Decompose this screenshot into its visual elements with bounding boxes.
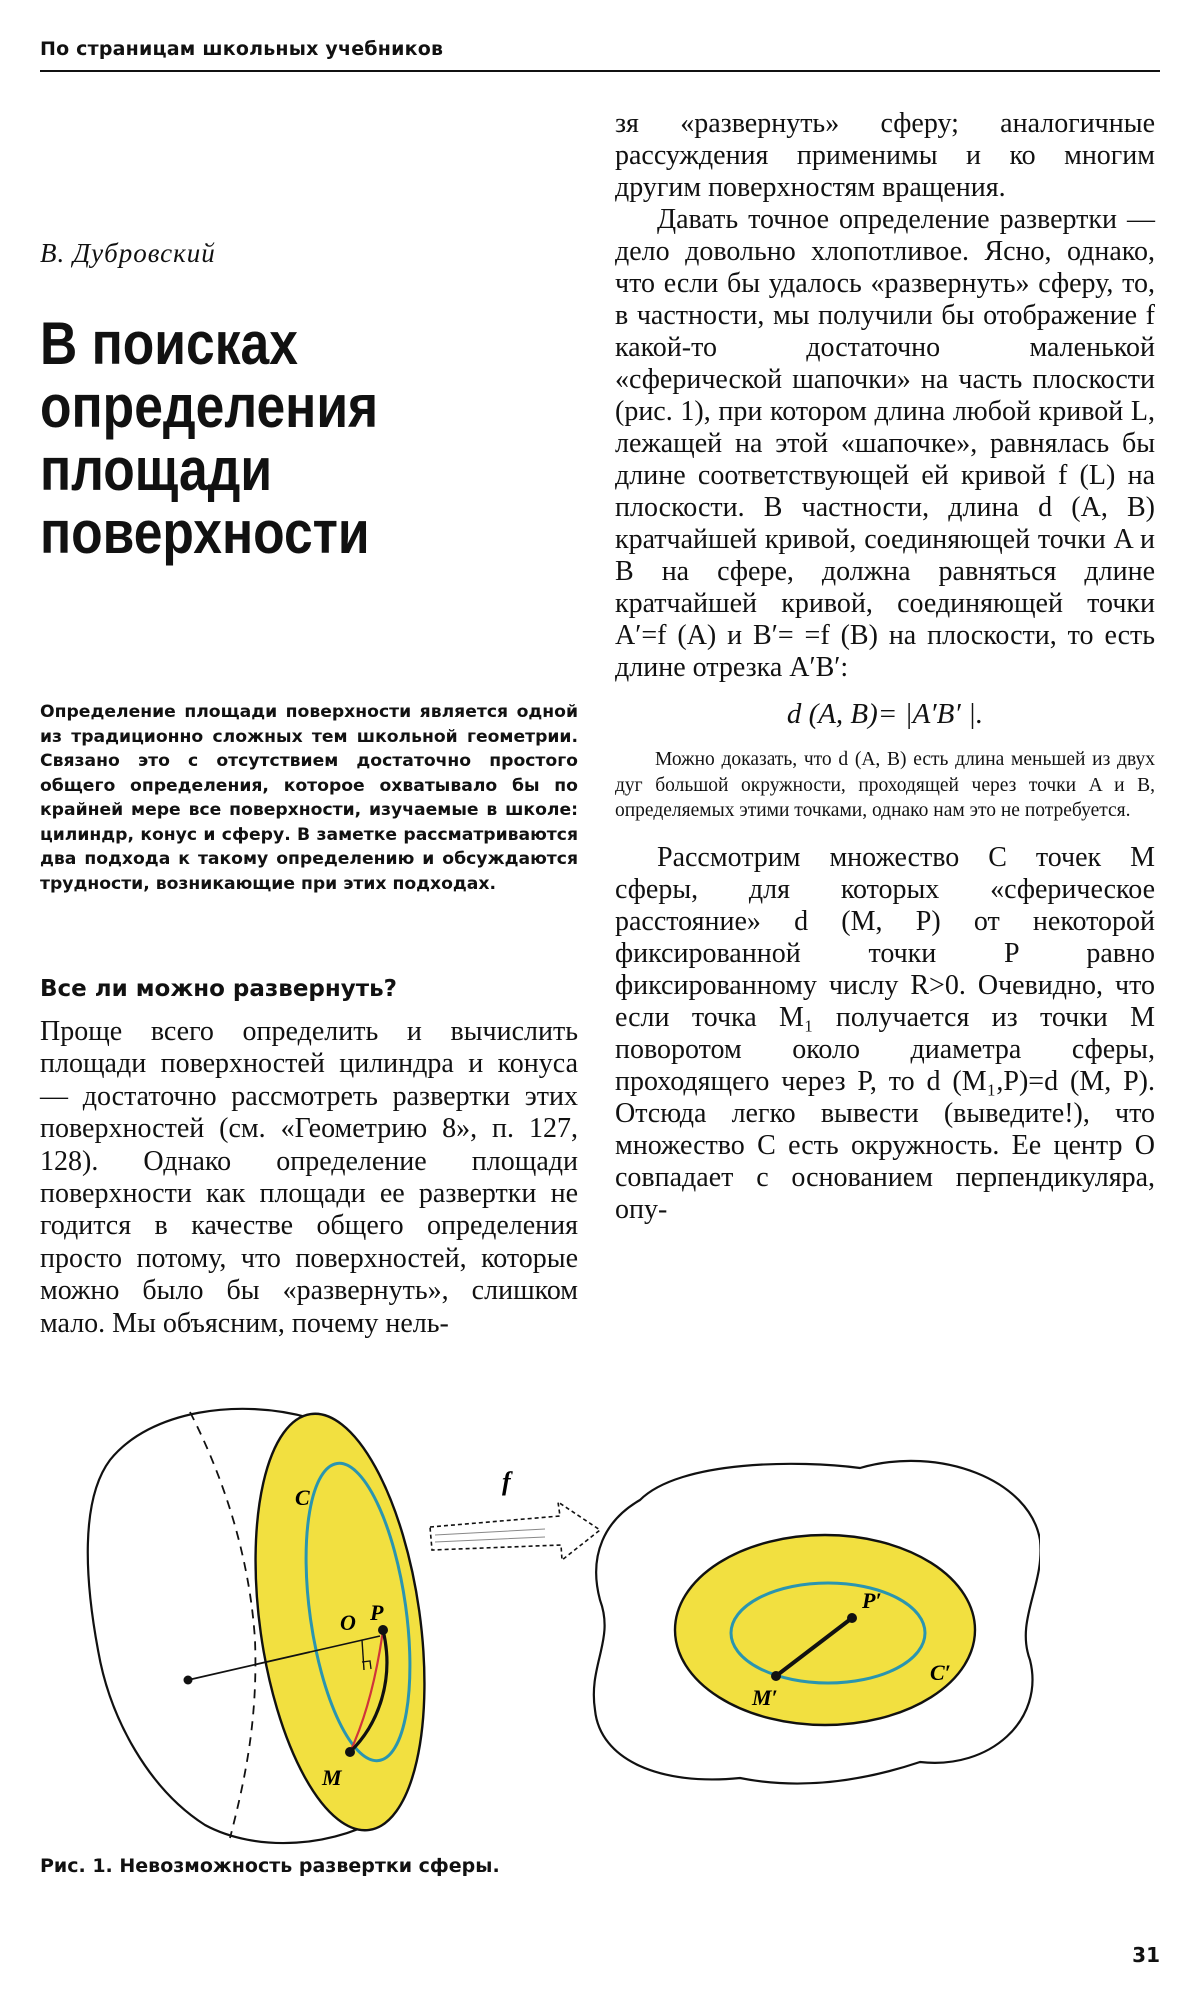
point-p-prime — [847, 1613, 857, 1623]
label-m: M — [322, 1765, 342, 1790]
page-number: 31 — [1132, 1943, 1160, 1967]
lead-paragraph: Определение площади поверхности является одной из традиционно сложных тем школьной геометрии. Связано это с отсутствием достаточно простого общего определения, которое охватывало бы по крайней мере все поверхности, изучаемые в школе: цилиндр, конус и сферу. В заметке рассматриваются два подхода к такому определению и обсуждаются трудности, возникающие при этих подходах. — [40, 702, 578, 894]
plane-cap-image — [675, 1535, 975, 1725]
label-f: f — [502, 1467, 511, 1496]
header-rule — [40, 70, 1160, 72]
point-p — [378, 1625, 388, 1635]
article-title — [40, 312, 487, 564]
label-c: C — [295, 1485, 310, 1510]
author-name: В. Дубровский — [40, 238, 216, 268]
right-column — [615, 108, 1155, 1226]
title-line: определения — [40, 373, 379, 440]
label-p-prime: P′ — [862, 1588, 882, 1613]
label-o: O — [340, 1610, 356, 1635]
body-paragraph: Давать точное определение развертки — дело довольно хлопотливое. Ясно, однако, что если бы удалось «развернуть» сферу, то, в частности, мы получили бы отображение f какой-то достаточно маленькой «сферической шапочки» на часть плоскости (рис. 1), при котором длина любой кривой L, лежащей на этой «шапочке», равнялась бы длине соответствующей ей кривой f (L) на плоскости. В частности, длина d (A, B) кратчайшей кривой, соединяющей точки A и B на сфере, должна равняться длине кратчайшей кривой, соединяющей точки A′=f (A) и B′= =f (B) на плоскости, то есть длине отрезка A′B′: — [615, 204, 1155, 683]
title-line: поверхности — [40, 499, 370, 566]
label-m-prime: M′ — [752, 1685, 778, 1710]
figure-1 — [40, 1390, 1040, 1860]
label-c-prime: C′ — [930, 1660, 951, 1685]
body-paragraph: Рассмотрим множество C точек M сферы, для которых «сферическое расстояние» d (M, P) от некоторой фиксированной точки P равно фиксированному числу R>0. Очевидно, что если точка M₁ получается из точки M поворотом около диаметра сферы, проходящего через P, то d (M₁,P)=d (M, P). Отсюда легко вывести (выведите!), что множество C есть окружность. Ее центр O совпадает с основанием перпендикуляра, опу- — [615, 841, 1155, 1225]
label-p: P — [370, 1600, 384, 1625]
point-m — [345, 1747, 355, 1757]
section-heading: Все ли можно развернуть? — [40, 976, 397, 1002]
formula: d (A, B)= |A′B′ |. — [786, 698, 984, 730]
body-paragraph: зя «развернуть» сферу; аналогичные рассуждения применимы и ко многим другим поверхностям вращения. — [615, 108, 1155, 203]
footnote-remark: Можно доказать, что d (A, B) есть длина меньшей из двух дуг большой окружности, проходящей через точки A и B, определяемых этими точками, однако нам это не потребуется. — [615, 749, 1155, 821]
title-line: площади — [40, 436, 273, 503]
sphere-center-point — [184, 1676, 193, 1685]
body-paragraph-left: Проще всего определить и вычислить площади поверхностей цилиндра и конуса — достаточно рассмотреть развертки этих поверхностей (см. «Геометрию 8», п. 127, 128). Однако определение площади поверхности как площади ее развертки не годится в качестве общего определения просто потому, что поверхностей, которые можно было бы «развернуть», слишком мало. Мы объясним, почему нель- — [40, 1016, 578, 1339]
figure-caption: Рис. 1. Невозможность развертки сферы. — [40, 1855, 500, 1877]
figure-drawing — [40, 1390, 1040, 1860]
point-m-prime — [771, 1671, 781, 1681]
title-line: В поисках — [40, 310, 298, 377]
running-header: По страницам школьных учебников — [40, 38, 444, 60]
